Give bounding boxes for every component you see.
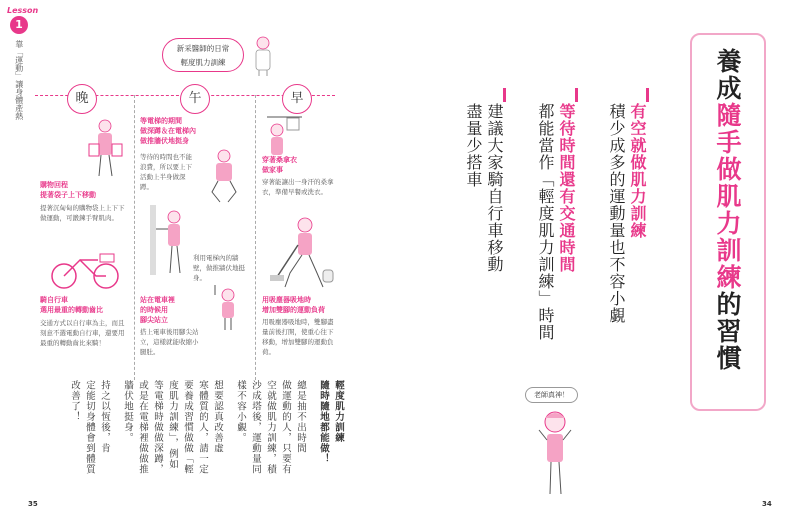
caption-shopping-title-1: 購物回程	[40, 181, 68, 189]
headline-1-sub: 積少成多的運動量也不容小覷	[607, 103, 626, 324]
woman-illustration	[535, 410, 575, 495]
chapter-title	[712, 48, 742, 372]
body-column: 持之以恆後，肯	[99, 380, 110, 454]
body-column: 做運動的人，只要有	[280, 380, 291, 475]
shopping-bag-illustration	[85, 118, 125, 178]
page-number-left: 35	[28, 500, 38, 508]
body-text	[55, 380, 345, 500]
caption-train-body: 搭上電車後用腳尖站立，這樣就能收縮小腿肚。	[140, 328, 199, 356]
caption-hanger-title-1: 穿著桑拿衣	[262, 156, 297, 164]
caption-elevator-title-3: 做推牆伏地挺身	[140, 137, 189, 145]
bicycle-illustration	[50, 250, 120, 290]
vacuum-illustration	[265, 215, 335, 290]
column-divider-2	[255, 95, 256, 380]
body-column: 改善了！	[69, 380, 80, 422]
caption-train-title-2: 的時候用	[140, 306, 168, 314]
headline-2-main: 等待時間還有交通時間	[557, 103, 576, 273]
lesson-word: Lesson	[7, 6, 39, 15]
caption-vacuum-title-2: 增加雙腳的運動負荷	[262, 306, 325, 314]
caption-elevator-title-2: 做深蹲＆在電梯內	[140, 127, 196, 135]
time-circle-evening: 晚	[67, 84, 97, 114]
body-column: 度肌力訓練」，例如	[167, 380, 178, 470]
lesson-number-badge: 1	[10, 16, 28, 34]
caption-vacuum-title	[262, 295, 340, 315]
headline-2-sub: 都能當作「輕度肌力訓練」時間	[536, 103, 555, 341]
body-column: 定能切身體會到體質	[84, 380, 95, 475]
body-column: 總是抽不出時間	[295, 380, 306, 454]
bubble-line-2: 輕度肌力訓練	[180, 58, 226, 67]
caption-bike-title	[40, 295, 135, 315]
headline-bar-1	[646, 88, 649, 102]
caption-vacuum-body: 用吸塵器吸地時，雙腳盡量前後打開，使重心往下移動，增加雙腳的運動負荷。	[262, 318, 334, 356]
body-column: 要養成習慣做做「輕	[182, 380, 193, 475]
body-column: 空就做肌力訓練，積	[265, 380, 276, 475]
caption-shopping-body: 提著沉甸甸的購物袋上上下下做運動，可鍛鍊手臂肌肉。	[40, 204, 125, 222]
headline-3-main: 建議大家騎自行車移動	[485, 103, 504, 273]
caption-train-title-1: 站在電車裡	[140, 296, 175, 304]
tiptoe-illustration	[210, 285, 245, 330]
caption-elevator-title-1: 等電梯的期間	[140, 117, 182, 125]
body-column: 輕度肌力訓練	[333, 380, 344, 443]
body-column: 牆伏地挺身。	[122, 380, 133, 443]
caption-train-title	[140, 295, 210, 325]
headline-3-sub: 盡量少搭車	[464, 103, 483, 188]
time-circle-morning: 早	[282, 84, 312, 114]
headline-bar-2	[575, 88, 578, 102]
caption-vacuum-title-1: 用吸塵器吸地時	[262, 296, 311, 304]
body-column: 想要認真改善虛	[212, 380, 223, 454]
body-column: 樣不容小覷。	[235, 380, 246, 443]
caption-train-title-3: 腳尖站立	[140, 316, 168, 324]
caption-shopping-title	[40, 180, 130, 200]
title-part-1: 養成	[713, 48, 742, 102]
body-column: 隨時隨地都能做！	[318, 380, 329, 464]
squat-illustration	[200, 148, 245, 203]
caption-hanger-body: 穿著能讓出一身汗的桑拿衣，準備早餐或洗衣。	[262, 178, 334, 196]
caption-hanger-title-2: 做家事	[262, 166, 283, 174]
caption-bike-body: 交通方式以自行車為主，而且刻意不選電動自行車，還要用最重的轉動齒比來騎！	[40, 319, 125, 347]
page-number-right: 34	[762, 500, 772, 508]
caption-bike-title-2: 選用最重的轉動齒比	[40, 306, 103, 314]
headline-bar-3	[503, 88, 506, 102]
caption-hanger-title	[262, 155, 334, 175]
doctor-illustration	[252, 36, 274, 76]
daily-routine-bubble	[162, 38, 244, 72]
bubble-line-1: 新采醫師的日常	[176, 44, 230, 53]
caption-elevator-body-2: 利用電梯內的牆壁，做推牆伏地挺身。	[193, 254, 245, 282]
title-part-3: 的習慣	[713, 291, 742, 372]
column-divider-1	[134, 95, 135, 380]
wall-pushup-illustration	[150, 205, 190, 275]
title-part-2-highlight: 隨手做肌力訓練	[713, 102, 742, 291]
teacher-bubble: 老師真神！	[525, 387, 578, 403]
laundry-illustration	[262, 112, 307, 157]
body-column: 等電梯時做做深蹲，	[152, 380, 163, 475]
body-column: 沙成塔後，運動量同	[250, 380, 261, 475]
side-chapter-tag: 靠「運動」讓身體產熱	[14, 40, 24, 120]
headline-1-highlight: 有空就做肌力訓練	[628, 103, 647, 239]
body-column: 寒體質的人，請一定	[197, 380, 208, 475]
caption-elevator-body-1: 等待的時間也不能浪費，所以要上下活動上半身做深蹲。	[140, 153, 192, 191]
time-circle-noon: 午	[180, 84, 210, 114]
body-column: 或是在電梯裡做做推	[137, 380, 148, 475]
caption-elevator-title	[140, 116, 250, 146]
caption-bike-title-1: 騎自行車	[40, 296, 68, 304]
caption-shopping-title-2: 提著袋子上下移動	[40, 191, 96, 199]
